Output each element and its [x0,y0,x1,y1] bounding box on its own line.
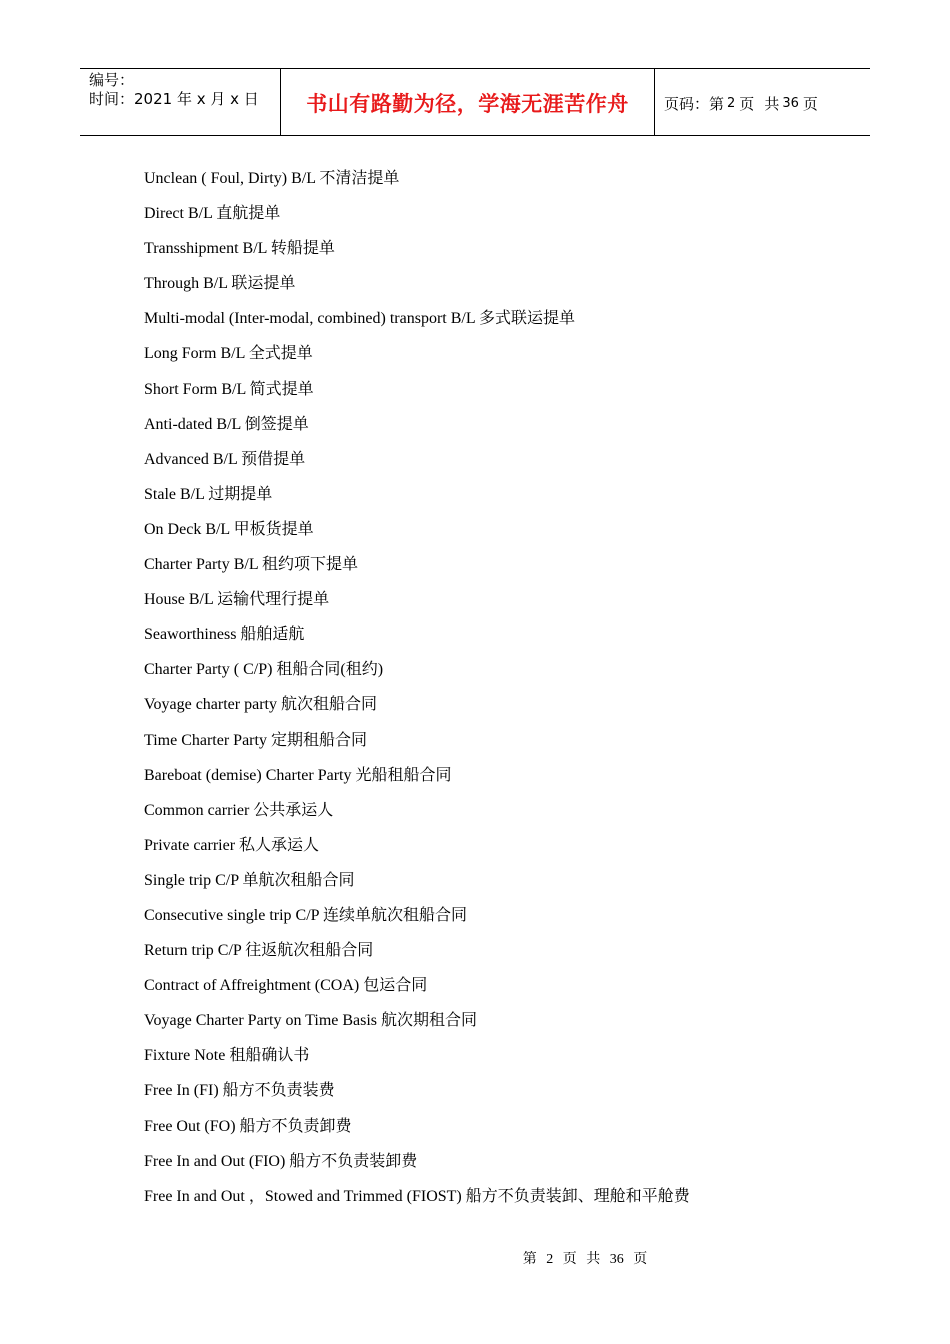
glossary-item: Advanced B/L 预借提单 [144,450,306,468]
glossary-item: On Deck B/L 甲板货提单 [144,520,314,538]
glossary-item: Fixture Note 租船确认书 [144,1047,310,1065]
glossary-item: Free Out (FO) 船方不负责卸费 [144,1117,352,1135]
footer-page: 2 [546,1252,554,1267]
time-label: 时间：2021 年 x 月 x 日 [89,90,259,108]
glossary-item: Multi-modal (Inter-modal, combined) transport B/L 多式联运提单 [144,310,576,328]
footer-total-unit: 页 [633,1252,648,1267]
glossary-item: Contract of Affreightment (COA) 包运合同 [144,977,428,995]
glossary-item: House B/L 运输代理行提单 [144,591,330,609]
glossary-item: Seaworthiness 船舶适航 [144,626,305,644]
footer-prefix: 第 [522,1252,537,1267]
glossary-item: Common carrier 公共承运人 [144,801,334,819]
glossary-item: Transshipment B/L 转船提单 [144,240,335,258]
page-number: 2 [727,95,736,111]
glossary-item: Voyage Charter Party on Time Basis 航次期租合同 [144,1012,478,1030]
glossary-item: Bareboat (demise) Charter Party 光船租船合同 [144,766,452,784]
total-label: 共 [764,94,780,113]
header-motto: 书山有路勤为径，学海无涯苦作舟 [281,69,655,135]
footer-page-unit: 页 [562,1252,577,1267]
header-page-info [655,69,870,135]
glossary-list [144,171,690,1224]
header-meta [80,69,281,135]
glossary-item: Free In and Out (FIO) 船方不负责装卸费 [144,1152,418,1170]
total-number: 36 [782,95,799,111]
glossary-item: Anti-dated B/L 倒签提单 [144,415,309,433]
page-unit: 页 [739,94,755,113]
glossary-item: Direct B/L 直航提单 [144,205,281,223]
page-header [80,68,870,136]
glossary-item: Short Form B/L 简式提单 [144,380,314,398]
glossary-item: Free In and Out ，Stowed and Trimmed (FIOST) 船方不负责装卸、理舱和平舱费 [144,1187,690,1205]
glossary-item: Charter Party ( C/P) 租船合同(租约) [144,661,384,679]
glossary-item: Private carrier 私人承运人 [144,836,320,854]
glossary-item: Charter Party B/L 租约项下提单 [144,556,359,574]
serial-label: 编号： [89,71,135,89]
footer-total: 36 [609,1252,624,1267]
glossary-item: Free In (FI) 船方不负责装费 [144,1082,335,1100]
glossary-item: Consecutive single trip C/P 连续单航次租船合同 [144,906,467,924]
glossary-item: Time Charter Party 定期租船合同 [144,731,367,749]
glossary-item: Long Form B/L 全式提单 [144,345,313,363]
footer-total-prefix: 共 [586,1252,601,1267]
glossary-item: Through B/L 联运提单 [144,275,296,293]
total-unit: 页 [802,94,818,113]
glossary-item: Return trip C/P 往返航次租船合同 [144,942,374,960]
glossary-item: Voyage charter party 航次租船合同 [144,696,377,714]
page-label: 页码：第 [664,94,725,113]
glossary-item: Single trip C/P 单航次租船合同 [144,871,355,889]
glossary-item: Unclean ( Foul, Dirty) B/L 不清洁提单 [144,170,400,187]
page-footer [0,1248,950,1268]
glossary-item: Stale B/L 过期提单 [144,485,273,503]
